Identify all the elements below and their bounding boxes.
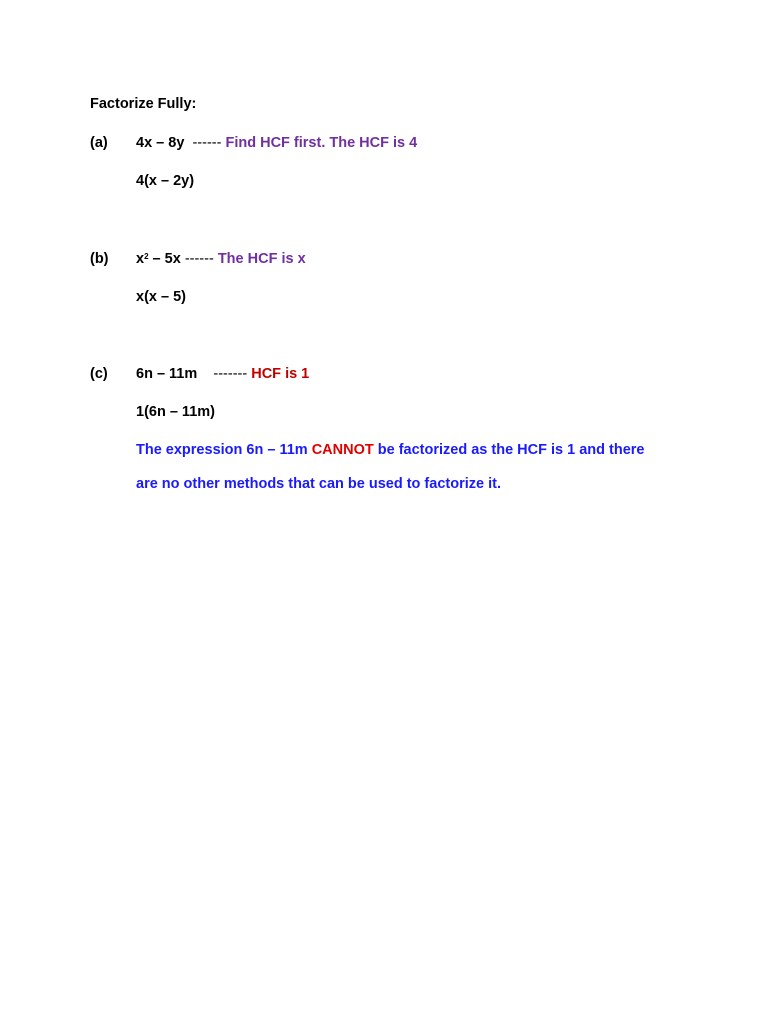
item-c-expression: 6n – 11m <box>136 366 198 382</box>
item-b-expression-rest: – 5x <box>148 251 181 267</box>
item-a-label: (a) <box>90 135 108 151</box>
item-c-question <box>136 365 309 383</box>
item-a-note: Find HCF first. The HCF is 4 <box>225 135 418 151</box>
item-c-note: HCF is 1 <box>251 366 310 382</box>
item-c-label: (c) <box>90 366 108 382</box>
item-b-question <box>136 250 306 268</box>
item-b-answer: x(x – 5) <box>136 289 186 305</box>
item-c-conclusion-emphasis: CANNOT <box>311 442 374 458</box>
item-b-base: x <box>136 251 145 267</box>
page-title: Factorize Fully: <box>90 96 197 112</box>
item-c-conclusion-part1: The expression 6n – 11m <box>136 442 312 458</box>
item-a-question <box>136 134 417 152</box>
item-b-exponent: 2 <box>144 252 149 261</box>
item-a-dashes: ------ <box>192 135 222 151</box>
item-c-conclusion-part2: be factorized as the HCF is 1 and there <box>373 442 645 458</box>
item-a-expression: 4x – 8y <box>136 135 185 151</box>
item-b-label: (b) <box>90 251 109 267</box>
item-c-conclusion-line2: are no other methods that can be used to factorize it. <box>136 476 501 492</box>
item-c-answer: 1(6n – 11m) <box>136 404 215 420</box>
item-b-note: The HCF is x <box>217 251 306 267</box>
item-b-expression <box>136 251 181 267</box>
item-b-dashes: ------ <box>184 251 214 267</box>
item-c-dashes: ------- <box>213 366 248 382</box>
item-c-conclusion-line1 <box>136 441 644 459</box>
item-a-answer: 4(x – 2y) <box>136 173 195 189</box>
